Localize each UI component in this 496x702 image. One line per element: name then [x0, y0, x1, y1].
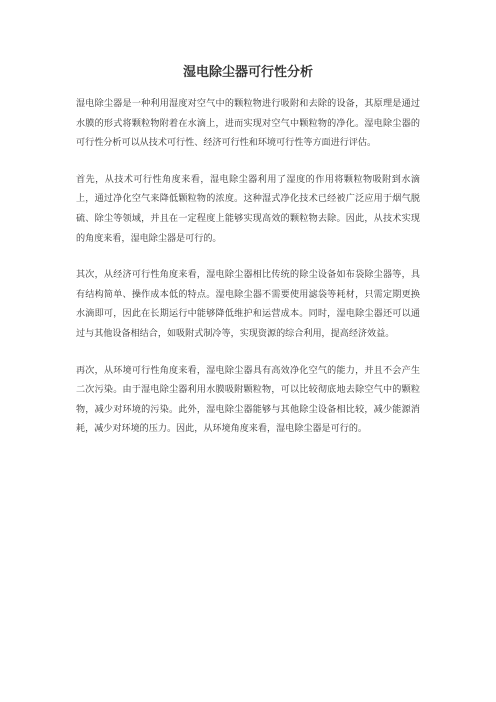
document-title: 湿电除尘器可行性分析 [182, 65, 313, 80]
paragraph-technical-feasibility: 首先，从技术可行性角度来看，湿电除尘器利用了湿度的作用将颗粒物吸附到水滴上，通过净化空气来降低颗粒物的浓度。这种湿式净化技术已经被广泛应用于烟气脱硫、除尘等领域，并且在一定程度上能够实现高效的颗粒物去除。因此，从技术实现的角度来看，湿电除尘器是可行的。 [76, 174, 420, 244]
paragraph-economic-feasibility: 其次，从经济可行性角度来看，湿电除尘器相比传统的除尘设备如布袋除尘器等，具有结构简单、操作成本低的特点。湿电除尘器不需要使用滤袋等耗材，只需定期更换水滴即可，因此在长期运行中能够降低维护和运营成本。同时，湿电除尘器还可以通过与其他设备相结合，如吸附式制冷等，实现资源的综合利用，提高经济效益。 [76, 270, 420, 339]
paragraph-environmental-feasibility: 再次，从环境可行性角度来看，湿电除尘器具有高效净化空气的能力，并且不会产生二次污染。由于湿电除尘器利用水膜吸附颗粒物，可以比较彻底地去除空气中的颗粒物，减少对环境的污染。此外，湿电除尘器能够与其他除尘设备相比较，减少能源消耗，减少对环境的压力。因此，从环境角度来看，湿电除尘器是可行的。 [76, 365, 420, 435]
paragraph-intro: 湿电除尘器是一种利用湿度对空气中的颗粒物进行吸附和去除的设备，其原理是通过水膜的形式将颗粒物附着在水滴上，进而实现对空气中颗粒物的净化。湿电除尘器的可行性分析可以从技术可行性、经济可行性和环境可行性等方面进行评估。 [76, 99, 420, 149]
